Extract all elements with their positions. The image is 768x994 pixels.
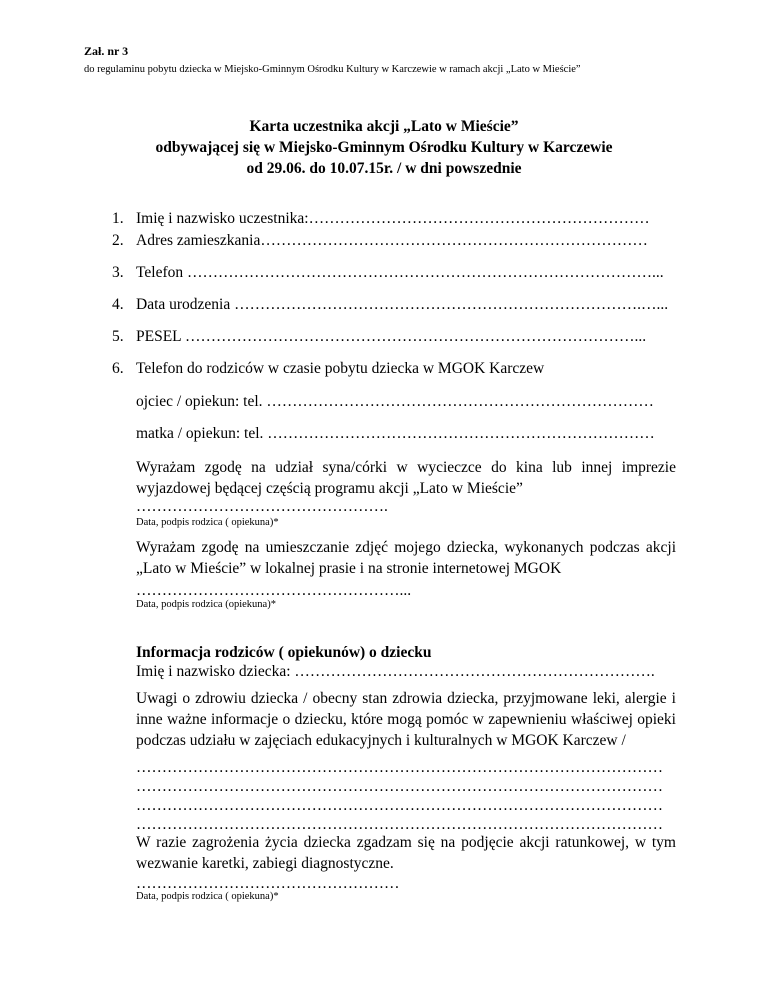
health-notes-line: ………………………………………………………………………………………… — [136, 778, 663, 795]
form-title-line1: Karta uczestnika akcji „Lato w Mieście” — [249, 118, 519, 135]
field-birth-date: Data urodzenia …………………………………………………………………….…... — [136, 296, 669, 313]
field-pesel: PESEL ……………………………………………………………………………... — [136, 328, 647, 345]
field-number: 5. — [112, 328, 124, 345]
field-number: 1. — [112, 210, 124, 227]
field-number: 6. — [112, 360, 124, 377]
info-heading: Informacja rodziców ( opiekunów) o dziecku — [136, 644, 432, 661]
trip-consent-signature-caption: Data, podpis rodzica ( opiekuna)* — [136, 517, 279, 528]
child-name-line: Imię i nazwisko dziecka: ……………………………………………………………. — [136, 663, 655, 680]
mother-phone-line: matka / opiekun: tel. ………………………………………………………………… — [136, 425, 655, 442]
field-number: 4. — [112, 296, 124, 313]
field-parent-phone: Telefon do rodziców w czasie pobytu dziecka w MGOK Karczew — [136, 360, 545, 377]
trip-consent-text: Wyrażam zgodę na udział syna/córki w wycieczce do kina lub innej imprezie wyjazdowej będącej częścią programu akcji „Lato w Mieście” — [136, 459, 676, 497]
emergency-signature-line: …………………………………………… — [136, 875, 400, 892]
attachment-number: Zał. nr 3 — [84, 44, 129, 58]
health-notes-line: ………………………………………………………………………………………… — [136, 797, 663, 814]
emergency-signature-caption: Data, podpis rodzica ( opiekuna)* — [136, 891, 279, 902]
photo-consent-signature-line: ……………………………………………... — [136, 582, 412, 599]
trip-consent-signature-line: …………………………………………. — [136, 498, 388, 515]
photo-consent-text: Wyrażam zgodę na umieszczanie zdjęć mojego dziecka, wykonanych podczas akcji „Lato w Mieście” w lokalnej prasie i na stronie internetowej MGOK — [136, 539, 676, 577]
form-title-line2: odbywającej się w Miejsko-Gminnym Ośrodku Kultury w Karczewie — [155, 139, 613, 156]
health-notes-text: Uwagi o zdrowiu dziecka / obecny stan zdrowia dziecka, przyjmowane leki, alergie i inne ważne informacje o dziecku, które mogą pomóc w zapewnieniu właściwej opieki podczas udziału w zajęciach edukacyjnych i kulturalnych w MGOK Karczew / — [136, 690, 676, 749]
photo-consent-signature-caption: Data, podpis rodzica (opiekuna)* — [136, 599, 276, 610]
field-participant-name: Imię i nazwisko uczestnika:………………………………………………………… — [136, 210, 650, 227]
field-number: 3. — [112, 264, 124, 281]
health-notes-line: ………………………………………………………………………………………… — [136, 759, 663, 776]
field-address: Adres zamieszkania………………………………………………………………… — [136, 232, 648, 249]
field-number: 2. — [112, 232, 124, 249]
field-phone: Telefon ………………………………………………………………………………... — [136, 264, 664, 281]
emergency-consent-text: W razie zagrożenia życia dziecka zgadzam się na podjęcie akcji ratunkowej, w tym wezwanie karetki, zabiegi diagnostyczne. — [136, 834, 676, 872]
father-phone-line: ojciec / opiekun: tel. ………………………………………………………………… — [136, 393, 654, 410]
attachment-subtitle: do regulaminu pobytu dziecka w Miejsko-Gminnym Ośrodku Kultury w Karczewie w ramach akcji „Lato w Mieście” — [84, 64, 581, 75]
form-title-line3: od 29.06. do 10.07.15r. / w dni powszednie — [246, 160, 522, 177]
health-notes-line: ………………………………………………………………………………………… — [136, 816, 663, 833]
